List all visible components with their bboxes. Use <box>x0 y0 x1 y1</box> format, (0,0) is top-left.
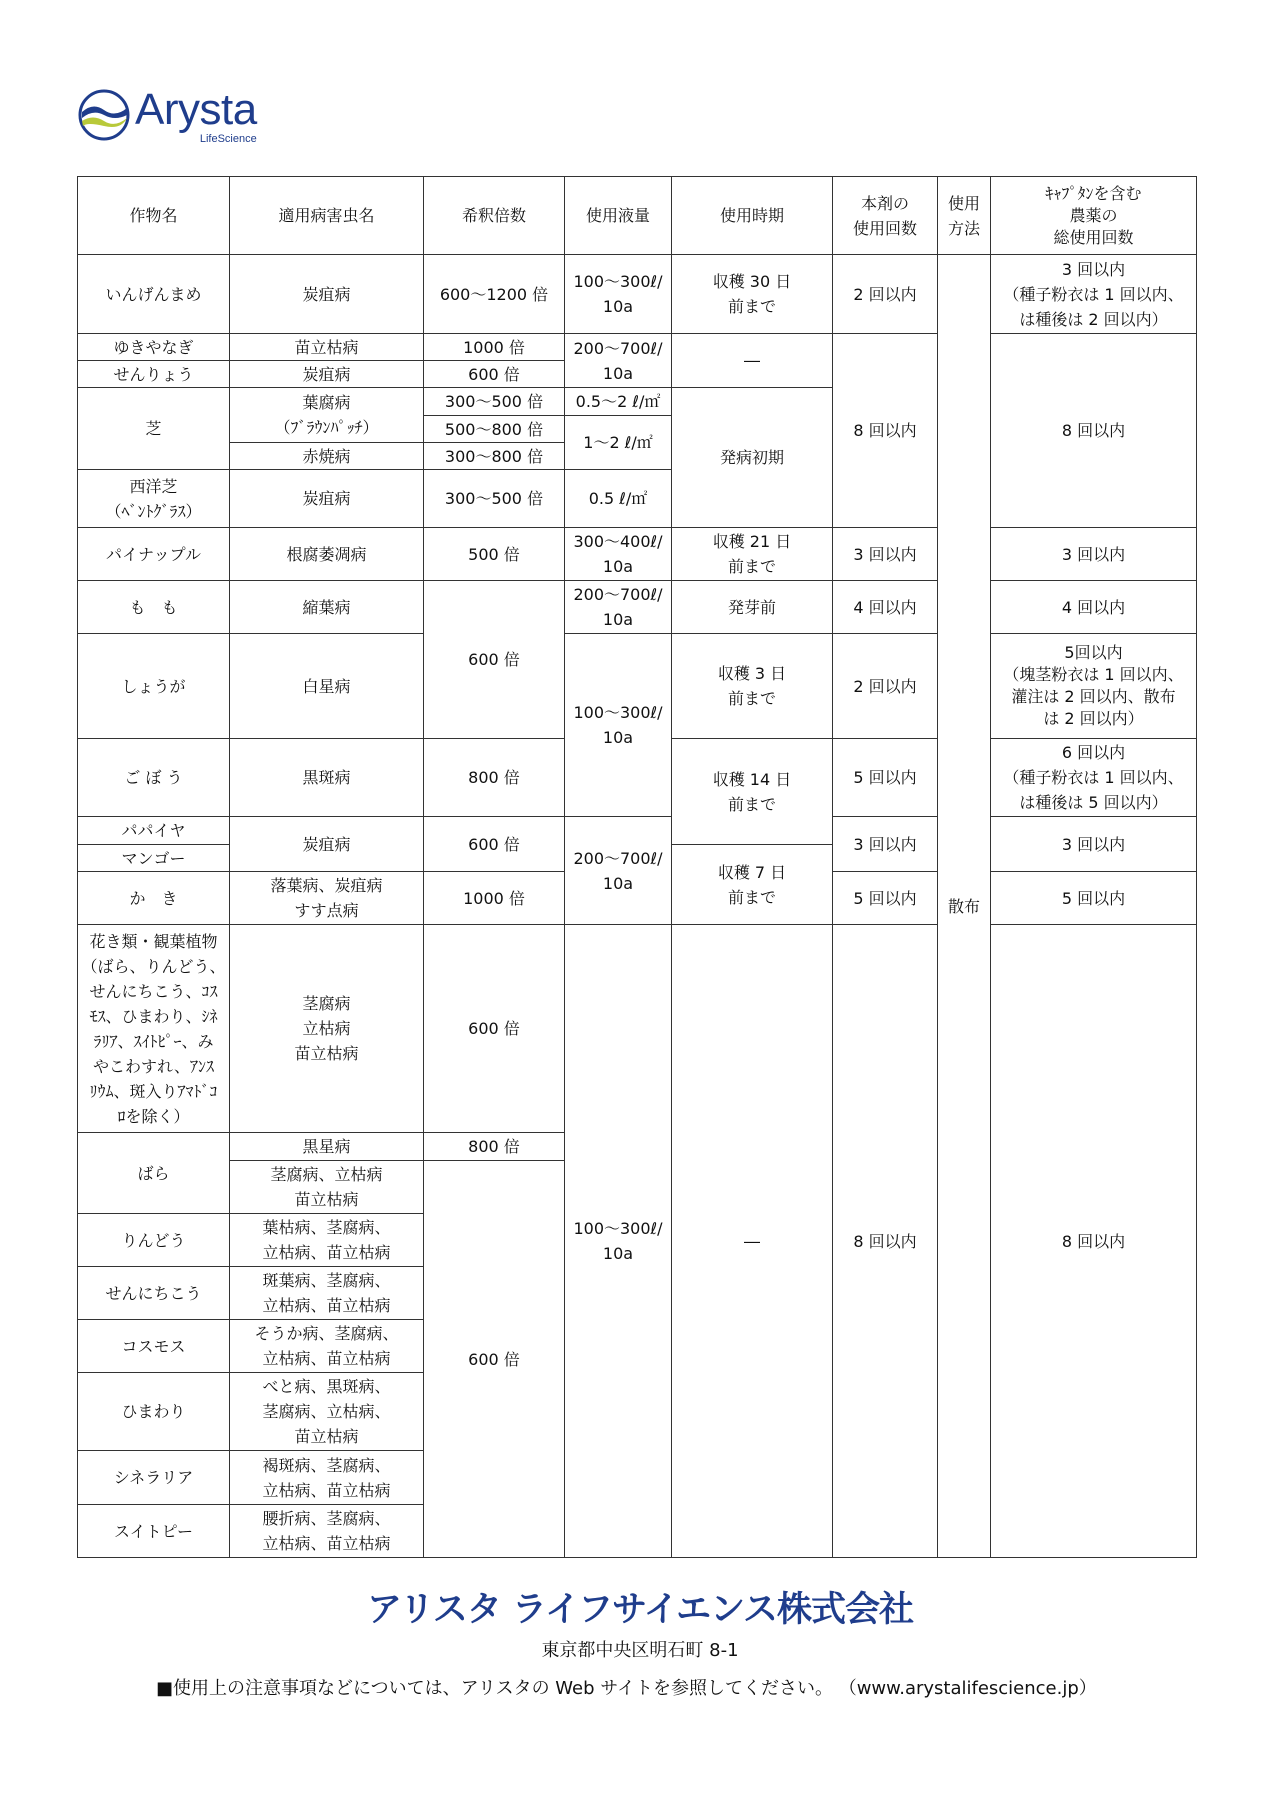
table-cell: 500～800 倍 <box>424 416 565 443</box>
table-cell: 500 倍 <box>424 528 565 581</box>
table-cell: 6 回以内 （種子粉衣は 1 回以内、 は種後は 5 回以内） <box>991 739 1197 817</box>
header-crop: 作物名 <box>78 177 230 255</box>
table-cell: 3 回以内 <box>991 817 1197 872</box>
logo-wave-icon <box>77 88 131 142</box>
table-cell: 5 回以内 <box>833 872 938 925</box>
table-cell: 600～1200 倍 <box>424 255 565 334</box>
table-row <box>78 817 1197 845</box>
header-dilution: 希釈倍数 <box>424 177 565 255</box>
table-cell: 収穫 14 日 前まで <box>672 739 833 845</box>
table-cell: りんどう <box>78 1214 230 1267</box>
table-cell: 褐斑病、茎腐病、 立枯病、苗立枯病 <box>230 1451 424 1505</box>
table-cell: 根腐萎凋病 <box>230 528 424 581</box>
table-cell: パイナップル <box>78 528 230 581</box>
table-cell: 黒星病 <box>230 1133 424 1161</box>
table-row <box>78 528 1197 581</box>
table-cell: 100～300ℓ/ 10a <box>565 255 672 334</box>
table-cell: 600 倍 <box>424 1161 565 1558</box>
header-timing: 使用時期 <box>672 177 833 255</box>
table-cell: 白星病 <box>230 634 424 739</box>
table-cell: 0.5 ℓ/㎡ <box>565 470 672 528</box>
table-cell: 100～300ℓ/ 10a <box>565 634 672 817</box>
table-cell: 100～300ℓ/ 10a <box>565 925 672 1558</box>
table-cell: 1000 倍 <box>424 872 565 925</box>
table-cell: 炭疽病 <box>230 361 424 388</box>
table-cell: 300～800 倍 <box>424 443 565 470</box>
header-count: 本剤の 使用回数 <box>833 177 938 255</box>
table-cell: いんげんまめ <box>78 255 230 334</box>
table-cell: 発病初期 <box>672 388 833 528</box>
table-cell: 8 回以内 <box>991 334 1197 528</box>
table-cell: 2 回以内 <box>833 255 938 334</box>
table-cell: 西洋芝 （ﾍﾞﾝﾄｸﾞﾗｽ） <box>78 470 230 528</box>
header-total-count: ｷｬﾌﾟﾀﾝを含む 農薬の 総使用回数 <box>991 177 1197 255</box>
table-cell: 落葉病、炭疽病 すす点病 <box>230 872 424 925</box>
table-cell: 8 回以内 <box>833 334 938 528</box>
table-cell: コスモス <box>78 1320 230 1373</box>
table-cell: 葉腐病 （ﾌﾞﾗｳﾝﾊﾟｯﾁ） <box>230 388 424 443</box>
table-row <box>78 255 1197 334</box>
table-cell: 8 回以内 <box>991 925 1197 1558</box>
table-cell: 腰折病、茎腐病、 立枯病、苗立枯病 <box>230 1505 424 1558</box>
table-cell: 炭疽病 <box>230 255 424 334</box>
table-cell: しょうが <box>78 634 230 739</box>
header-row <box>78 177 1197 255</box>
table-cell: 600 倍 <box>424 925 565 1133</box>
registration-table <box>77 176 1197 1558</box>
table-cell: も も <box>78 581 230 634</box>
table-cell: 1～2 ℓ/㎡ <box>565 416 672 470</box>
table-cell: 3 回以内 <box>833 817 938 872</box>
table-cell: 5 回以内 <box>833 739 938 817</box>
table-cell: 600 倍 <box>424 581 565 739</box>
table-cell: ゆきやなぎ <box>78 334 230 361</box>
table-cell: 800 倍 <box>424 739 565 817</box>
company-name: アリスタ ライフサイエンス株式会社 <box>366 1590 914 1630</box>
table-cell: 200～700ℓ/ 10a <box>565 334 672 388</box>
table-cell: か き <box>78 872 230 925</box>
table-cell: ― <box>672 925 833 1558</box>
table-cell: シネラリア <box>78 1451 230 1505</box>
table-cell: ばら <box>78 1133 230 1214</box>
table-cell: 2 回以内 <box>833 634 938 739</box>
table-cell: 600 倍 <box>424 361 565 388</box>
table-cell: 炭疽病 <box>230 817 424 872</box>
table-cell: 収穫 3 日 前まで <box>672 634 833 739</box>
table-cell: 赤焼病 <box>230 443 424 470</box>
table-cell: 収穫 7 日 前まで <box>672 845 833 925</box>
table-cell: せんりょう <box>78 361 230 388</box>
table-cell: 4 回以内 <box>991 581 1197 634</box>
table-cell: 炭疽病 <box>230 470 424 528</box>
logo-name: Arysta <box>135 85 257 134</box>
table-cell: そうか病、茎腐病、 立枯病、苗立枯病 <box>230 1320 424 1373</box>
table-cell: ― <box>672 334 833 388</box>
table-cell: 300～500 倍 <box>424 470 565 528</box>
table-cell: 0.5～2 ℓ/㎡ <box>565 388 672 416</box>
table-cell: 斑葉病、茎腐病、 立枯病、苗立枯病 <box>230 1267 424 1320</box>
table-cell: 茎腐病、立枯病 苗立枯病 <box>230 1161 424 1214</box>
table-cell: 発芽前 <box>672 581 833 634</box>
table-cell: 花き類・観葉植物 （ばら、りんどう、 せんにちこう、ｺｽ ﾓｽ、ひまわり、ｼﾈ ﾗﾘｱ、ｽｲﾄﾋﾟｰ、み やこわすれ、ｱﾝｽ ﾘｳﾑ、斑入りｱﾏﾄﾞｺ ﾛを除く） <box>78 925 230 1133</box>
company-address: 東京都中央区明石町 8-1 <box>541 1640 739 1661</box>
table-cell: スイトピー <box>78 1505 230 1558</box>
table-cell: 3 回以内 <box>833 528 938 581</box>
table-row <box>78 334 1197 361</box>
table-cell: 芝 <box>78 388 230 470</box>
table-cell: 3 回以内 （種子粉衣は 1 回以内、 は種後は 2 回以内） <box>991 255 1197 334</box>
table-cell: 5 回以内 <box>991 872 1197 925</box>
table-cell: 3 回以内 <box>991 528 1197 581</box>
table-cell: ひまわり <box>78 1373 230 1451</box>
table-cell: 苗立枯病 <box>230 334 424 361</box>
table-cell: 5回以内 （塊茎粉衣は 1 回以内、 灌注は 2 回以内、散布 は 2 回以内） <box>991 634 1197 739</box>
table-cell: パパイヤ <box>78 817 230 845</box>
table-cell: 8 回以内 <box>833 925 938 1558</box>
table-cell: 4 回以内 <box>833 581 938 634</box>
header-disease: 適用病害虫名 <box>230 177 424 255</box>
logo-subtitle: LifeScience <box>199 133 257 145</box>
table-cell: 収穫 21 日 前まで <box>672 528 833 581</box>
table-cell: 葉枯病、茎腐病、 立枯病、苗立枯病 <box>230 1214 424 1267</box>
table-row <box>78 634 1197 739</box>
table-cell: 散布 <box>938 255 991 1558</box>
table-cell: 1000 倍 <box>424 334 565 361</box>
company-logo <box>77 85 257 146</box>
table-cell: 600 倍 <box>424 817 565 872</box>
table-cell: せんにちこう <box>78 1267 230 1320</box>
table-cell: ご ぼ う <box>78 739 230 817</box>
table-cell: マンゴー <box>78 845 230 872</box>
header-volume: 使用液量 <box>565 177 672 255</box>
table-cell: 200～700ℓ/ 10a <box>565 581 672 634</box>
table-cell: 200～700ℓ/ 10a <box>565 817 672 925</box>
table-cell: 300～400ℓ/ 10a <box>565 528 672 581</box>
usage-note: ■使用上の注意事項などについては、アリスタの Web サイトを参照してください。 （www.arystalifescience.jp） <box>156 1678 1097 1699</box>
table-row <box>78 925 1197 1133</box>
table-cell: 300～500 倍 <box>424 388 565 416</box>
table-cell: 収穫 30 日 前まで <box>672 255 833 334</box>
table-cell: 縮葉病 <box>230 581 424 634</box>
table-cell: べと病、黒斑病、 茎腐病、立枯病、 苗立枯病 <box>230 1373 424 1451</box>
header-method: 使用 方法 <box>938 177 991 255</box>
table-cell: 茎腐病 立枯病 苗立枯病 <box>230 925 424 1133</box>
table-cell: 800 倍 <box>424 1133 565 1161</box>
table-row <box>78 581 1197 634</box>
table-cell: 黒斑病 <box>230 739 424 817</box>
